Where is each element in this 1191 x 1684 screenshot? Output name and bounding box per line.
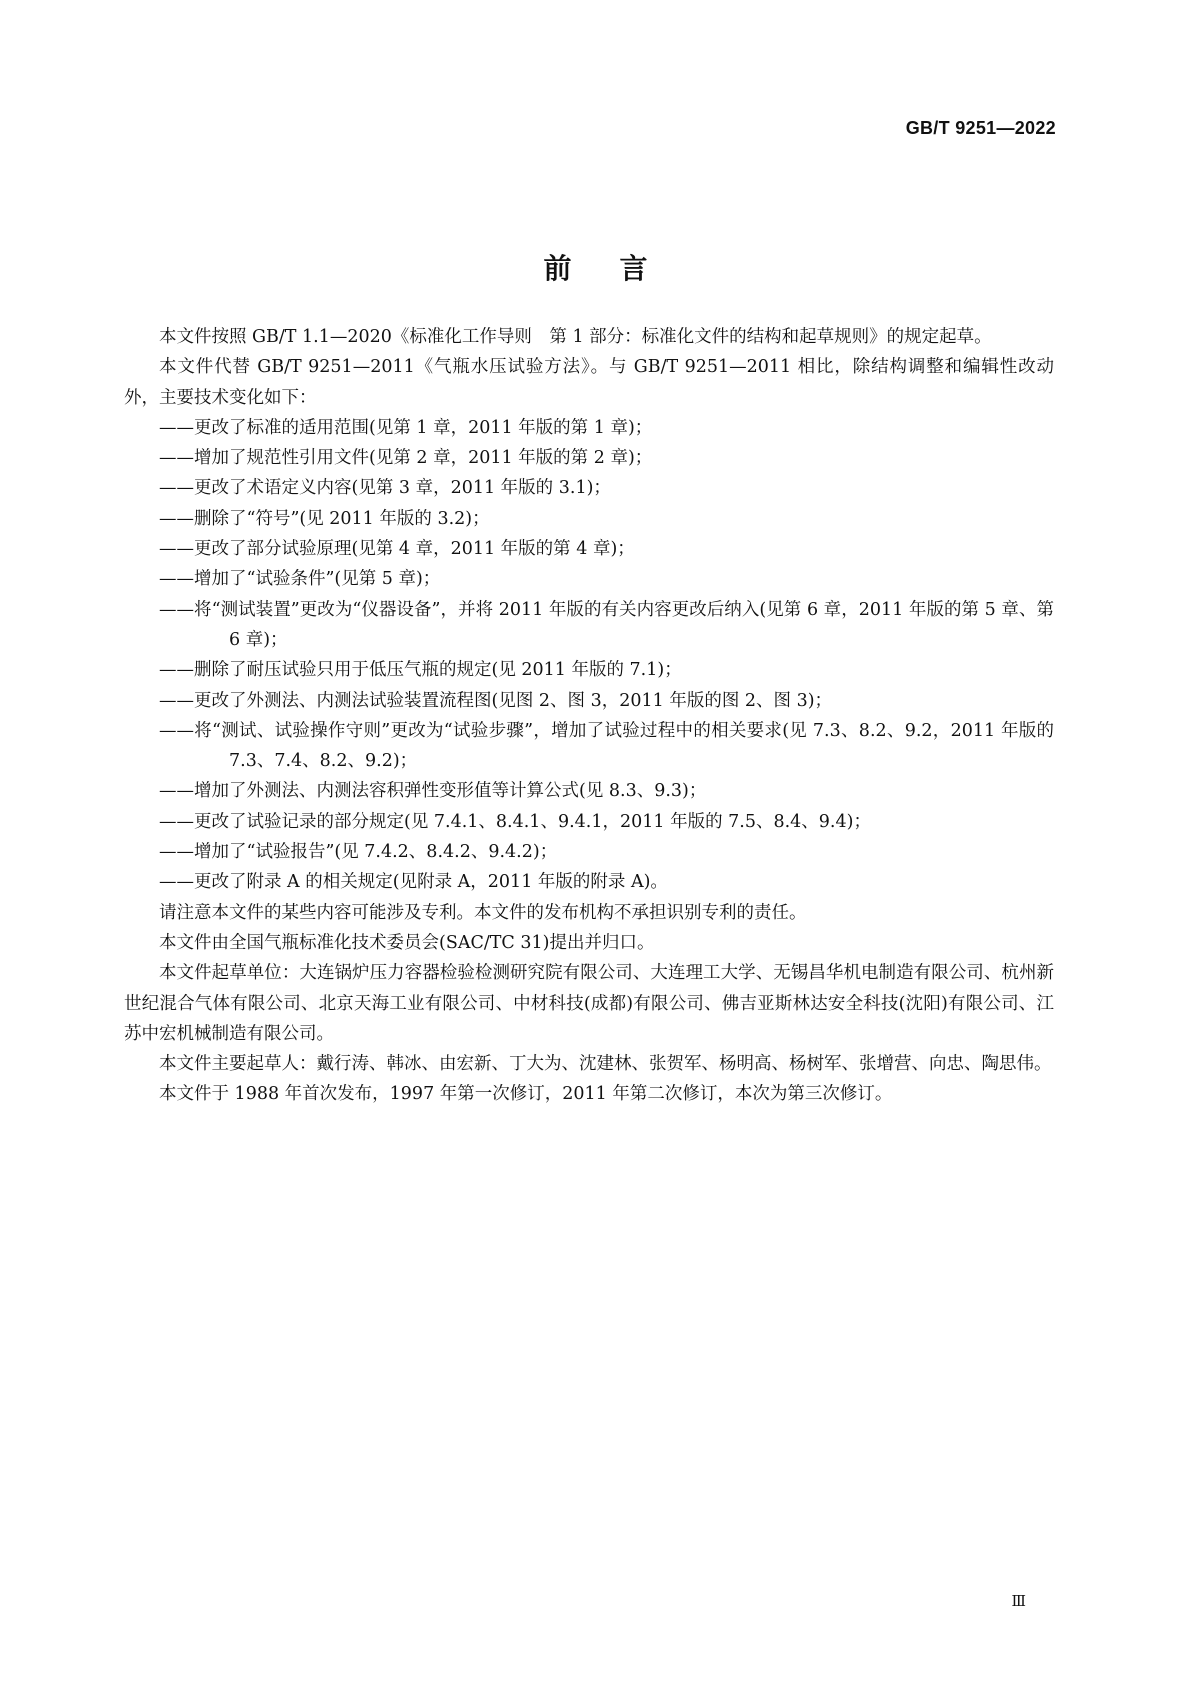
paragraph: 请注意本文件的某些内容可能涉及专利。本文件的发布机构不承担识别专利的责任。 (159, 902, 807, 923)
change-list-item: ——将“测试装置”更改为“仪器设备”，并将 2011 年版的有关内容更改后纳入(见第 6 章，2011 年版的第 5 章、第 6 章)； (159, 599, 1054, 650)
change-list-item: ——删除了耐压试验只用于低压气瓶的规定(见 2011 年版的 7.1)； (159, 660, 682, 681)
paragraph: 本文件起草单位：大连锅炉压力容器检验检测研究院有限公司、大连理工大学、无锡昌华机电制造有限公司、杭州新世纪混合气体有限公司、北京天海工业有限公司、中材科技(成都)有限公司、佛吉亚斯林达安全科技(沈阳)有限公司、江苏中宏机械制造有限公司。 (124, 963, 1054, 1044)
change-list-item: ——增加了规范性引用文件(见第 2 章，2011 年版的第 2 章)； (159, 448, 653, 469)
paragraph: 本文件于 1988 年首次发布，1997 年第一次修订，2011 年第二次修订，本次为第三次修订。 (159, 1084, 893, 1105)
standard-code: GB/T 9251—2022 (905, 118, 1056, 138)
change-list-item: ——增加了“试验报告”(见 7.4.2、8.4.2、9.4.2)； (159, 842, 558, 863)
change-list-item: ——增加了外测法、内测法容积弹性变形值等计算公式(见 8.3、9.3)； (159, 781, 707, 802)
change-list-item: ——更改了附录 A 的相关规定(见附录 A，2011 年版的附录 A)。 (159, 872, 668, 893)
page-title: 前言 (543, 251, 696, 285)
change-list-item: ——更改了试验记录的部分规定(见 7.4.1、8.4.1、9.4.1，2011 年版的 7.5、8.4、9.4)； (159, 811, 871, 832)
change-list-item: ——更改了术语定义内容(见第 3 章，2011 年版的 3.1)； (159, 478, 611, 499)
change-list-item: ——将“测试、试验操作守则”更改为“试验步骤”，增加了试验过程中的相关要求(见 7.3、8.2、9.2，2011 年版的 7.3、7.4、8.2、9.2)； (159, 720, 1054, 772)
page-number: Ⅲ (1011, 1592, 1026, 1610)
change-list-item: ——更改了外测法、内测法试验装置流程图(见图 2、图 3，2011 年版的图 2、图 3)； (159, 690, 833, 711)
paragraph: 本文件由全国气瓶标准化技术委员会(SAC/TC 31)提出并归口。 (159, 932, 655, 953)
change-list-item: ——删除了“符号”(见 2011 年版的 3.2)； (159, 508, 490, 529)
paragraph: 本文件代替 GB/T 9251—2011《气瓶水压试验方法》。与 GB/T 9251—2011 相比，除结构调整和编辑性改动外，主要技术变化如下： (124, 357, 1054, 408)
paragraph: 本文件主要起草人：戴行涛、韩冰、由宏新、丁大为、沈建林、张贺军、杨明高、杨树军、张增营、向忠、陶思伟。 (159, 1054, 1052, 1075)
paragraph: 本文件按照 GB/T 1.1—2020《标准化工作导则 第 1 部分：标准化文件的结构和起草规则》的规定起草。 (159, 327, 992, 347)
change-list-item: ——增加了“试验条件”(见第 5 章)； (159, 569, 441, 590)
change-list-item: ——更改了标准的适用范围(见第 1 章，2011 年版的第 1 章)； (159, 417, 653, 438)
preface-body (124, 322, 1054, 1110)
change-list-item: ——更改了部分试验原理(见第 4 章，2011 年版的第 4 章)； (159, 539, 635, 560)
